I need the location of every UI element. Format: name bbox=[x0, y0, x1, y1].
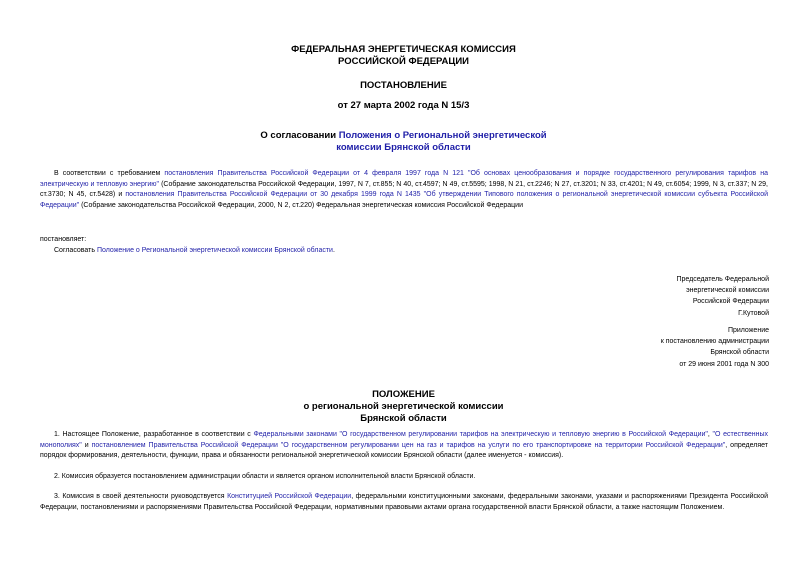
preamble-text-3: (Собрание законодательства Российской Федерации, 2000, N 2, ст.220) Федеральная энергетическая комиссия Российской Федерации bbox=[79, 201, 523, 209]
regulation-title-line-3: Брянской области bbox=[360, 413, 447, 424]
resolves-link-regulation[interactable]: Положение о Региональной энергетической комиссии Брянской области bbox=[96, 246, 333, 254]
item-3-link-constitution[interactable]: Конституцией Российской Федерации bbox=[227, 493, 352, 500]
resolves-text-1: Согласовать bbox=[54, 246, 97, 254]
signature-name: Г.Кутовой bbox=[738, 309, 769, 317]
resolves-text-2: . bbox=[332, 246, 335, 254]
item-3-text-2: , федеральными конституционными законами, федеральными законами, указами и распоряжениями Президента Российской Федерации, постановлениями и распоряжениями Правительства Российской Федерации, нормативными правовыми актами органа государственной власти Брянской области, а также настоящим Положением. bbox=[40, 493, 769, 511]
document-type: ПОСТАНОВЛЕНИЕ bbox=[360, 80, 447, 91]
item-1-link-federal-laws[interactable]: Федеральными законами "О государственном регулировании тарифов на электрическую и тепловую энергию в Российской Федерации" bbox=[253, 431, 708, 438]
preamble-link-resolution-121[interactable]: постановления Правительства Российской Федерации от 4 февраля 1997 года N 121 "Об основах ценообразования и порядке государственного регулирования тарифов на электрическую и тепловую энергию" bbox=[40, 170, 768, 188]
appendix-line-3: Брянской области bbox=[710, 349, 769, 357]
title-link-line-2[interactable]: комиссии Брянской области bbox=[336, 142, 471, 153]
regulation-title bbox=[0, 389, 807, 425]
issuer-line-2: РОССИЙСКОЙ ФЕДЕРАЦИИ bbox=[337, 56, 469, 67]
document-header bbox=[0, 44, 807, 68]
appendix-line-2: к постановлению администрации bbox=[660, 338, 769, 346]
item-1-link-natural-monopolies[interactable]: "О естественных монополиях" bbox=[40, 431, 769, 449]
signature-line-1: Председатель Федеральной bbox=[676, 276, 769, 283]
item-3-text-1: 3. Комиссия в своей деятельности руководствуется bbox=[54, 493, 228, 500]
appendix-line-1: Приложение bbox=[727, 327, 769, 334]
regulation-item-3 bbox=[40, 492, 768, 513]
item-1-text-2: , bbox=[707, 431, 713, 438]
signature-line-2: энергетической комиссии bbox=[686, 287, 769, 295]
regulation-item-2 bbox=[40, 472, 768, 483]
document-title bbox=[0, 130, 807, 154]
item-1-link-gas-resolution[interactable]: постановлением Правительства Российской Федерации "О государственном регулировании цен на газ и тарифов на услуги по его транспортировке на территории Российской Федерации" bbox=[91, 441, 726, 449]
title-link-line-1[interactable]: Положения о Региональной энергетической bbox=[338, 130, 547, 141]
preamble-text-2: (Собрание законодательства Российской Федерации, 1997, N 7, ст.855; N 40, ст.4597; N 49, ст.5595; 1998, N 21, ст.2246; N 27, ст.3201; N 33, ст.4201; N 49, ст.6054; 1999, N 3, ст.337; N 29, ст.3730; N 45, ст.5428) и bbox=[40, 180, 768, 199]
resolves-label: постановляет: bbox=[40, 236, 87, 243]
appendix-line-4: от 29 июня 2001 года N 300 bbox=[679, 360, 769, 368]
item-2-text: 2. Комиссия образуется постановлением администрации области и является органом исполнительной власти Брянской области. bbox=[54, 473, 476, 480]
preamble-paragraph bbox=[40, 169, 768, 211]
regulation-title-line-1: ПОЛОЖЕНИЕ bbox=[372, 389, 435, 400]
signature-line-3: Российской Федерации bbox=[692, 298, 769, 306]
item-1-text-4: , определяет порядок формирования, деятельности, функции, права и обязанности региональной энергетической комиссии Брянской области (далее именуется - комиссия). bbox=[40, 441, 768, 460]
regulation-item-1 bbox=[40, 430, 768, 462]
document-date: от 27 марта 2002 года N 15/3 bbox=[337, 100, 470, 111]
preamble-text-1: В соответствии с требованием bbox=[54, 170, 165, 177]
regulation-title-line-2: о региональной энергетической комиссии bbox=[303, 401, 504, 412]
appendix-block bbox=[661, 325, 769, 370]
resolves-block bbox=[40, 235, 768, 256]
signature-block bbox=[676, 274, 769, 319]
issuer-line-1: ФЕДЕРАЛЬНАЯ ЭНЕРГЕТИЧЕСКАЯ КОМИССИЯ bbox=[291, 44, 516, 55]
preamble-link-resolution-1435[interactable]: постановления Правительства Российской Федерации от 30 декабря 1999 года N 1435 "Об утверждении Типового положения о региональной энергетической комиссии субъекта Российской Федерации" bbox=[40, 191, 768, 209]
item-1-text-3: и bbox=[81, 441, 92, 449]
title-prefix: О согласовании bbox=[260, 130, 339, 141]
item-1-text-1: 1. Настоящее Положение, разработанное в соответствии с bbox=[54, 431, 254, 438]
